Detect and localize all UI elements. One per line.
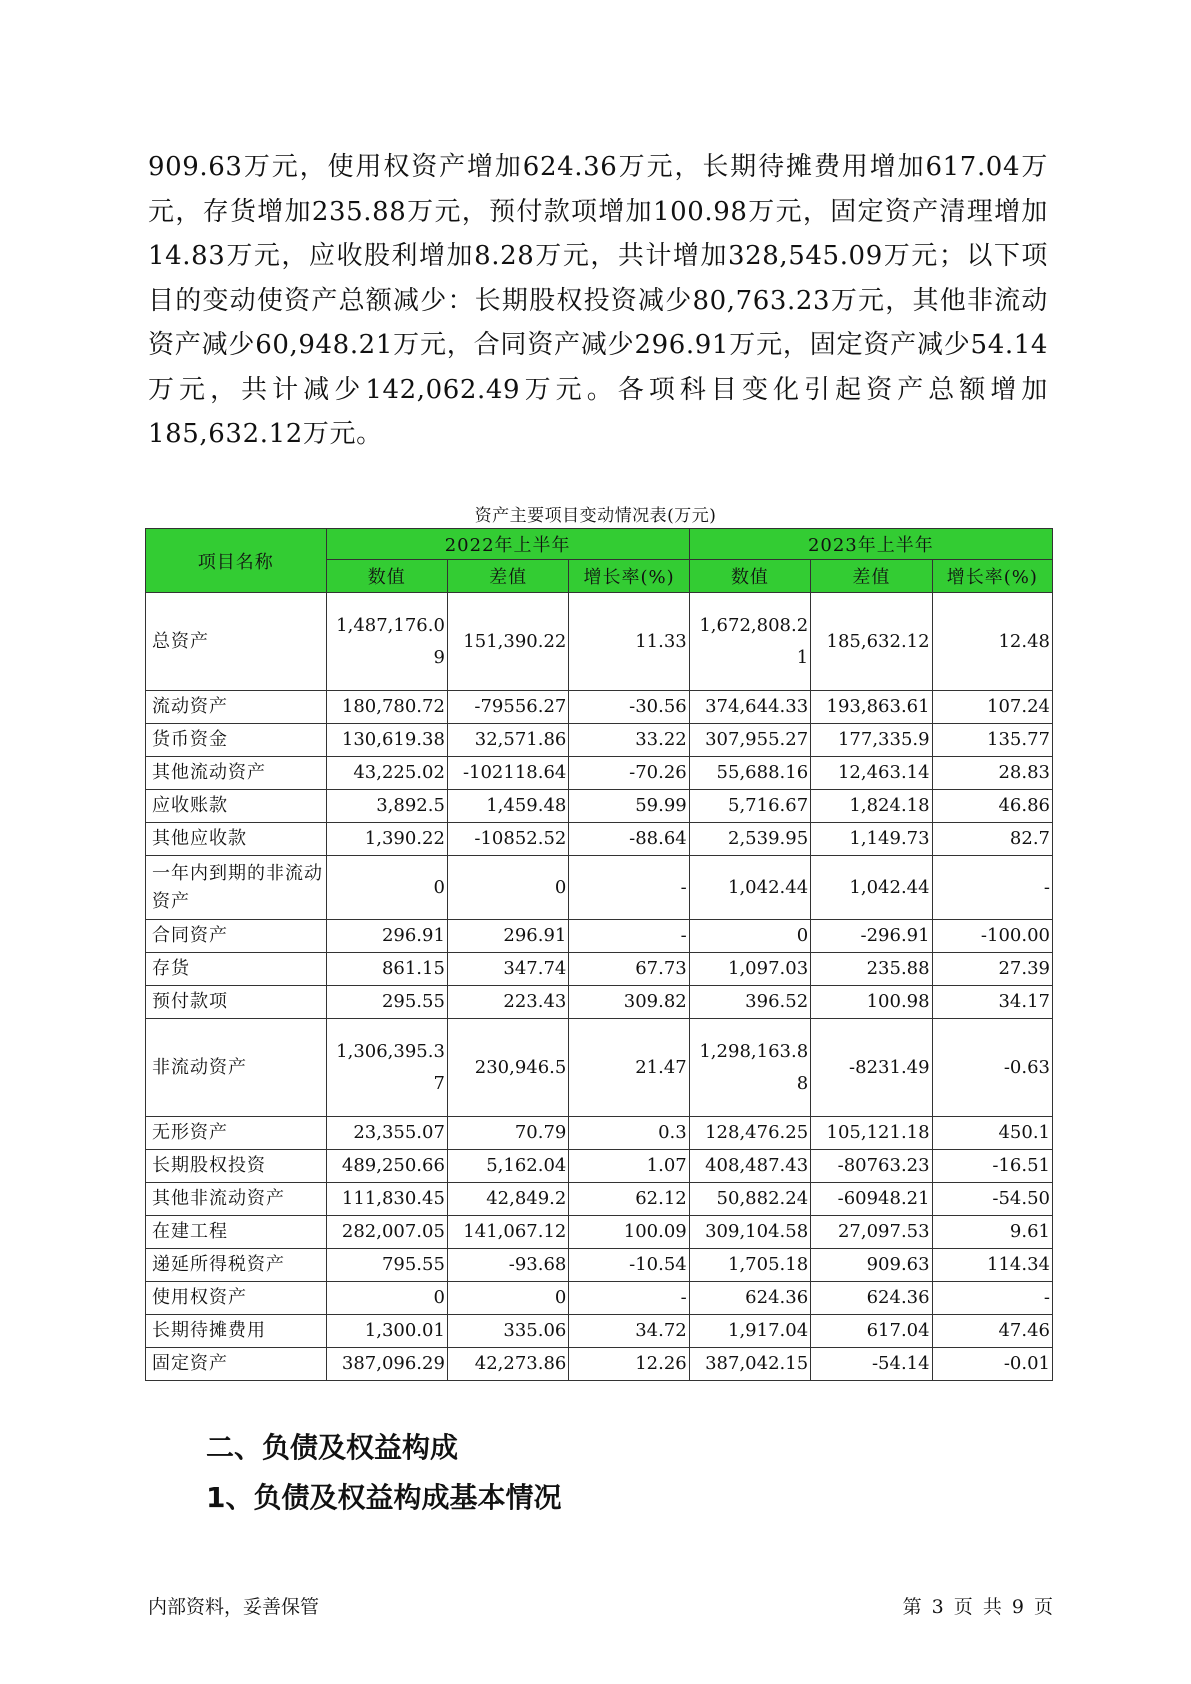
diff-2023-cell: -54.14 xyxy=(811,1348,932,1381)
rate-2022-cell: 67.73 xyxy=(569,953,689,986)
header-item-name: 项目名称 xyxy=(146,529,327,593)
diff-2023-cell: 177,335.9 xyxy=(811,724,932,757)
value-2023-cell: 387,042.15 xyxy=(689,1348,810,1381)
header-period-2023: 2023年上半年 xyxy=(689,529,1052,560)
diff-2023-cell: 1,149.73 xyxy=(811,823,932,856)
diff-2023-cell: 105,121.18 xyxy=(811,1117,932,1150)
diff-2022-cell: 42,273.86 xyxy=(447,1348,568,1381)
value-2023-cell: 1,298,163.88 xyxy=(689,1019,810,1117)
diff-2023-cell: 235.88 xyxy=(811,953,932,986)
value-2022-cell: 180,780.72 xyxy=(326,691,447,724)
diff-2022-cell: 70.79 xyxy=(447,1117,568,1150)
rate-2023-cell: 450.1 xyxy=(932,1117,1052,1150)
rate-2022-cell: -30.56 xyxy=(569,691,689,724)
item-name-cell: 应收账款 xyxy=(146,790,327,823)
rate-2022-cell: 34.72 xyxy=(569,1315,689,1348)
item-name-cell: 一年内到期的非流动资产 xyxy=(146,856,327,920)
diff-2022-cell: 230,946.5 xyxy=(447,1019,568,1117)
value-2023-cell: 55,688.16 xyxy=(689,757,810,790)
rate-2023-cell: 107.24 xyxy=(932,691,1052,724)
rate-2022-cell: -70.26 xyxy=(569,757,689,790)
value-2022-cell: 1,487,176.09 xyxy=(326,593,447,691)
value-2023-cell: 396.52 xyxy=(689,986,810,1019)
item-name-cell: 总资产 xyxy=(146,593,327,691)
rate-2022-cell: 59.99 xyxy=(569,790,689,823)
diff-2022-cell: -102118.64 xyxy=(447,757,568,790)
item-name-cell: 长期股权投资 xyxy=(146,1150,327,1183)
rate-2022-cell: 309.82 xyxy=(569,986,689,1019)
item-name-cell: 其他非流动资产 xyxy=(146,1183,327,1216)
item-name-cell: 固定资产 xyxy=(146,1348,327,1381)
value-2022-cell: 282,007.05 xyxy=(326,1216,447,1249)
diff-2023-cell: 617.04 xyxy=(811,1315,932,1348)
header-period-2022: 2022年上半年 xyxy=(326,529,689,560)
rate-2022-cell: -10.54 xyxy=(569,1249,689,1282)
table-row xyxy=(146,920,1053,953)
diff-2023-cell: 1,042.44 xyxy=(811,856,932,920)
item-name-cell: 货币资金 xyxy=(146,724,327,757)
diff-2022-cell: 42,849.2 xyxy=(447,1183,568,1216)
diff-2022-cell: 347.74 xyxy=(447,953,568,986)
footer-page-number: 第 3 页 共 9 页 xyxy=(902,1596,1053,1618)
value-2022-cell: 0 xyxy=(326,856,447,920)
diff-2022-cell: 335.06 xyxy=(447,1315,568,1348)
value-2023-cell: 50,882.24 xyxy=(689,1183,810,1216)
item-name-cell: 在建工程 xyxy=(146,1216,327,1249)
table-row xyxy=(146,1183,1053,1216)
diff-2023-cell: 624.36 xyxy=(811,1282,932,1315)
value-2023-cell: 128,476.25 xyxy=(689,1117,810,1150)
value-2022-cell: 296.91 xyxy=(326,920,447,953)
rate-2022-cell: - xyxy=(569,856,689,920)
diff-2022-cell: -93.68 xyxy=(447,1249,568,1282)
header-rate-2023: 增长率(%) xyxy=(932,560,1052,593)
value-2022-cell: 43,225.02 xyxy=(326,757,447,790)
table-row xyxy=(146,1150,1053,1183)
value-2023-cell: 1,705.18 xyxy=(689,1249,810,1282)
item-name-cell: 其他应收款 xyxy=(146,823,327,856)
diff-2023-cell: 100.98 xyxy=(811,986,932,1019)
value-2022-cell: 130,619.38 xyxy=(326,724,447,757)
value-2023-cell: 5,716.67 xyxy=(689,790,810,823)
rate-2022-cell: - xyxy=(569,1282,689,1315)
value-2022-cell: 3,892.5 xyxy=(326,790,447,823)
value-2022-cell: 795.55 xyxy=(326,1249,447,1282)
header-diff-2023: 差值 xyxy=(811,560,932,593)
value-2022-cell: 111,830.45 xyxy=(326,1183,447,1216)
diff-2023-cell: 1,824.18 xyxy=(811,790,932,823)
value-2022-cell: 489,250.66 xyxy=(326,1150,447,1183)
rate-2022-cell: 100.09 xyxy=(569,1216,689,1249)
rate-2023-cell: 114.34 xyxy=(932,1249,1052,1282)
table-row xyxy=(146,1348,1053,1381)
diff-2023-cell: -8231.49 xyxy=(811,1019,932,1117)
value-2023-cell: 2,539.95 xyxy=(689,823,810,856)
rate-2022-cell: 33.22 xyxy=(569,724,689,757)
diff-2023-cell: -80763.23 xyxy=(811,1150,932,1183)
table-row xyxy=(146,1216,1053,1249)
diff-2022-cell: 296.91 xyxy=(447,920,568,953)
diff-2023-cell: 193,863.61 xyxy=(811,691,932,724)
rate-2023-cell: -16.51 xyxy=(932,1150,1052,1183)
value-2022-cell: 1,300.01 xyxy=(326,1315,447,1348)
item-name-cell: 流动资产 xyxy=(146,691,327,724)
table-caption: 资产主要项目变动情况表(万元) xyxy=(474,506,717,526)
item-name-cell: 合同资产 xyxy=(146,920,327,953)
rate-2022-cell: 62.12 xyxy=(569,1183,689,1216)
rate-2023-cell: - xyxy=(932,856,1052,920)
rate-2022-cell: -88.64 xyxy=(569,823,689,856)
value-2023-cell: 374,644.33 xyxy=(689,691,810,724)
diff-2023-cell: -60948.21 xyxy=(811,1183,932,1216)
diff-2022-cell: 1,459.48 xyxy=(447,790,568,823)
table-row xyxy=(146,757,1053,790)
table-row xyxy=(146,1282,1053,1315)
rate-2023-cell: -54.50 xyxy=(932,1183,1052,1216)
asset-change-table xyxy=(145,528,1053,1381)
value-2023-cell: 1,917.04 xyxy=(689,1315,810,1348)
header-value-2022: 数值 xyxy=(326,560,447,593)
table-row xyxy=(146,691,1053,724)
diff-2022-cell: 32,571.86 xyxy=(447,724,568,757)
rate-2023-cell: -100.00 xyxy=(932,920,1052,953)
value-2022-cell: 861.15 xyxy=(326,953,447,986)
diff-2022-cell: 151,390.22 xyxy=(447,593,568,691)
rate-2023-cell: 82.7 xyxy=(932,823,1052,856)
diff-2023-cell: 27,097.53 xyxy=(811,1216,932,1249)
value-2023-cell: 309,104.58 xyxy=(689,1216,810,1249)
header-diff-2022: 差值 xyxy=(447,560,568,593)
value-2023-cell: 1,042.44 xyxy=(689,856,810,920)
table-row xyxy=(146,986,1053,1019)
rate-2022-cell: 0.3 xyxy=(569,1117,689,1150)
item-name-cell: 其他流动资产 xyxy=(146,757,327,790)
diff-2023-cell: 185,632.12 xyxy=(811,593,932,691)
footer-confidential: 内部资料，妥善保管 xyxy=(148,1596,320,1618)
rate-2022-cell: 1.07 xyxy=(569,1150,689,1183)
rate-2023-cell: 135.77 xyxy=(932,724,1052,757)
diff-2022-cell: 141,067.12 xyxy=(447,1216,568,1249)
rate-2023-cell: 46.86 xyxy=(932,790,1052,823)
table-row xyxy=(146,1019,1053,1117)
value-2022-cell: 387,096.29 xyxy=(326,1348,447,1381)
table-row xyxy=(146,856,1053,920)
value-2023-cell: 1,672,808.21 xyxy=(689,593,810,691)
value-2023-cell: 408,487.43 xyxy=(689,1150,810,1183)
body-paragraph: 909.63万元，使用权资产增加624.36万元，长期待摊费用增加617.04万元，存货增加235.88万元，预付款项增加100.98万元，固定资产清理增加14.83万元，应收股利增加8.28万元，共计增加328,545.09万元；以下项目的变动使资产总额减少：长期股权投资减少80,763.23万元，其他非流动资产减少60,948.21万元，合同资产减少296.91万元，固定资产减少54.14万元，共计减少142,062.49万元。各项科目变化引起资产总额增加185,632.12万元。 xyxy=(148,152,1048,449)
header-value-2023: 数值 xyxy=(689,560,810,593)
header-rate-2022: 增长率(%) xyxy=(569,560,689,593)
section-heading: 二、负债及权益构成 xyxy=(206,1431,459,1464)
value-2022-cell: 1,306,395.37 xyxy=(326,1019,447,1117)
table-row xyxy=(146,1249,1053,1282)
table-row xyxy=(146,1117,1053,1150)
diff-2023-cell: -296.91 xyxy=(811,920,932,953)
diff-2023-cell: 909.63 xyxy=(811,1249,932,1282)
value-2022-cell: 0 xyxy=(326,1282,447,1315)
table-row xyxy=(146,953,1053,986)
item-name-cell: 长期待摊费用 xyxy=(146,1315,327,1348)
rate-2023-cell: 47.46 xyxy=(932,1315,1052,1348)
item-name-cell: 使用权资产 xyxy=(146,1282,327,1315)
item-name-cell: 存货 xyxy=(146,953,327,986)
rate-2023-cell: 9.61 xyxy=(932,1216,1052,1249)
value-2022-cell: 23,355.07 xyxy=(326,1117,447,1150)
table-row xyxy=(146,724,1053,757)
value-2023-cell: 307,955.27 xyxy=(689,724,810,757)
diff-2022-cell: 0 xyxy=(447,1282,568,1315)
diff-2022-cell: -79556.27 xyxy=(447,691,568,724)
rate-2023-cell: 34.17 xyxy=(932,986,1052,1019)
item-name-cell: 递延所得税资产 xyxy=(146,1249,327,1282)
diff-2022-cell: -10852.52 xyxy=(447,823,568,856)
diff-2022-cell: 5,162.04 xyxy=(447,1150,568,1183)
diff-2022-cell: 223.43 xyxy=(447,986,568,1019)
value-2023-cell: 624.36 xyxy=(689,1282,810,1315)
rate-2022-cell: - xyxy=(569,920,689,953)
rate-2022-cell: 12.26 xyxy=(569,1348,689,1381)
item-name-cell: 预付款项 xyxy=(146,986,327,1019)
table-row xyxy=(146,823,1053,856)
item-name-cell: 非流动资产 xyxy=(146,1019,327,1117)
rate-2023-cell: -0.01 xyxy=(932,1348,1052,1381)
rate-2023-cell: 12.48 xyxy=(932,593,1052,691)
rate-2023-cell: - xyxy=(932,1282,1052,1315)
table-row xyxy=(146,1315,1053,1348)
subsection-heading: 1、负债及权益构成基本情况 xyxy=(206,1481,562,1514)
diff-2022-cell: 0 xyxy=(447,856,568,920)
value-2022-cell: 295.55 xyxy=(326,986,447,1019)
value-2023-cell: 0 xyxy=(689,920,810,953)
item-name-cell: 无形资产 xyxy=(146,1117,327,1150)
table-row xyxy=(146,790,1053,823)
rate-2022-cell: 11.33 xyxy=(569,593,689,691)
table-row xyxy=(146,593,1053,691)
rate-2023-cell: -0.63 xyxy=(932,1019,1052,1117)
value-2022-cell: 1,390.22 xyxy=(326,823,447,856)
value-2023-cell: 1,097.03 xyxy=(689,953,810,986)
rate-2022-cell: 21.47 xyxy=(569,1019,689,1117)
rate-2023-cell: 28.83 xyxy=(932,757,1052,790)
rate-2023-cell: 27.39 xyxy=(932,953,1052,986)
diff-2023-cell: 12,463.14 xyxy=(811,757,932,790)
